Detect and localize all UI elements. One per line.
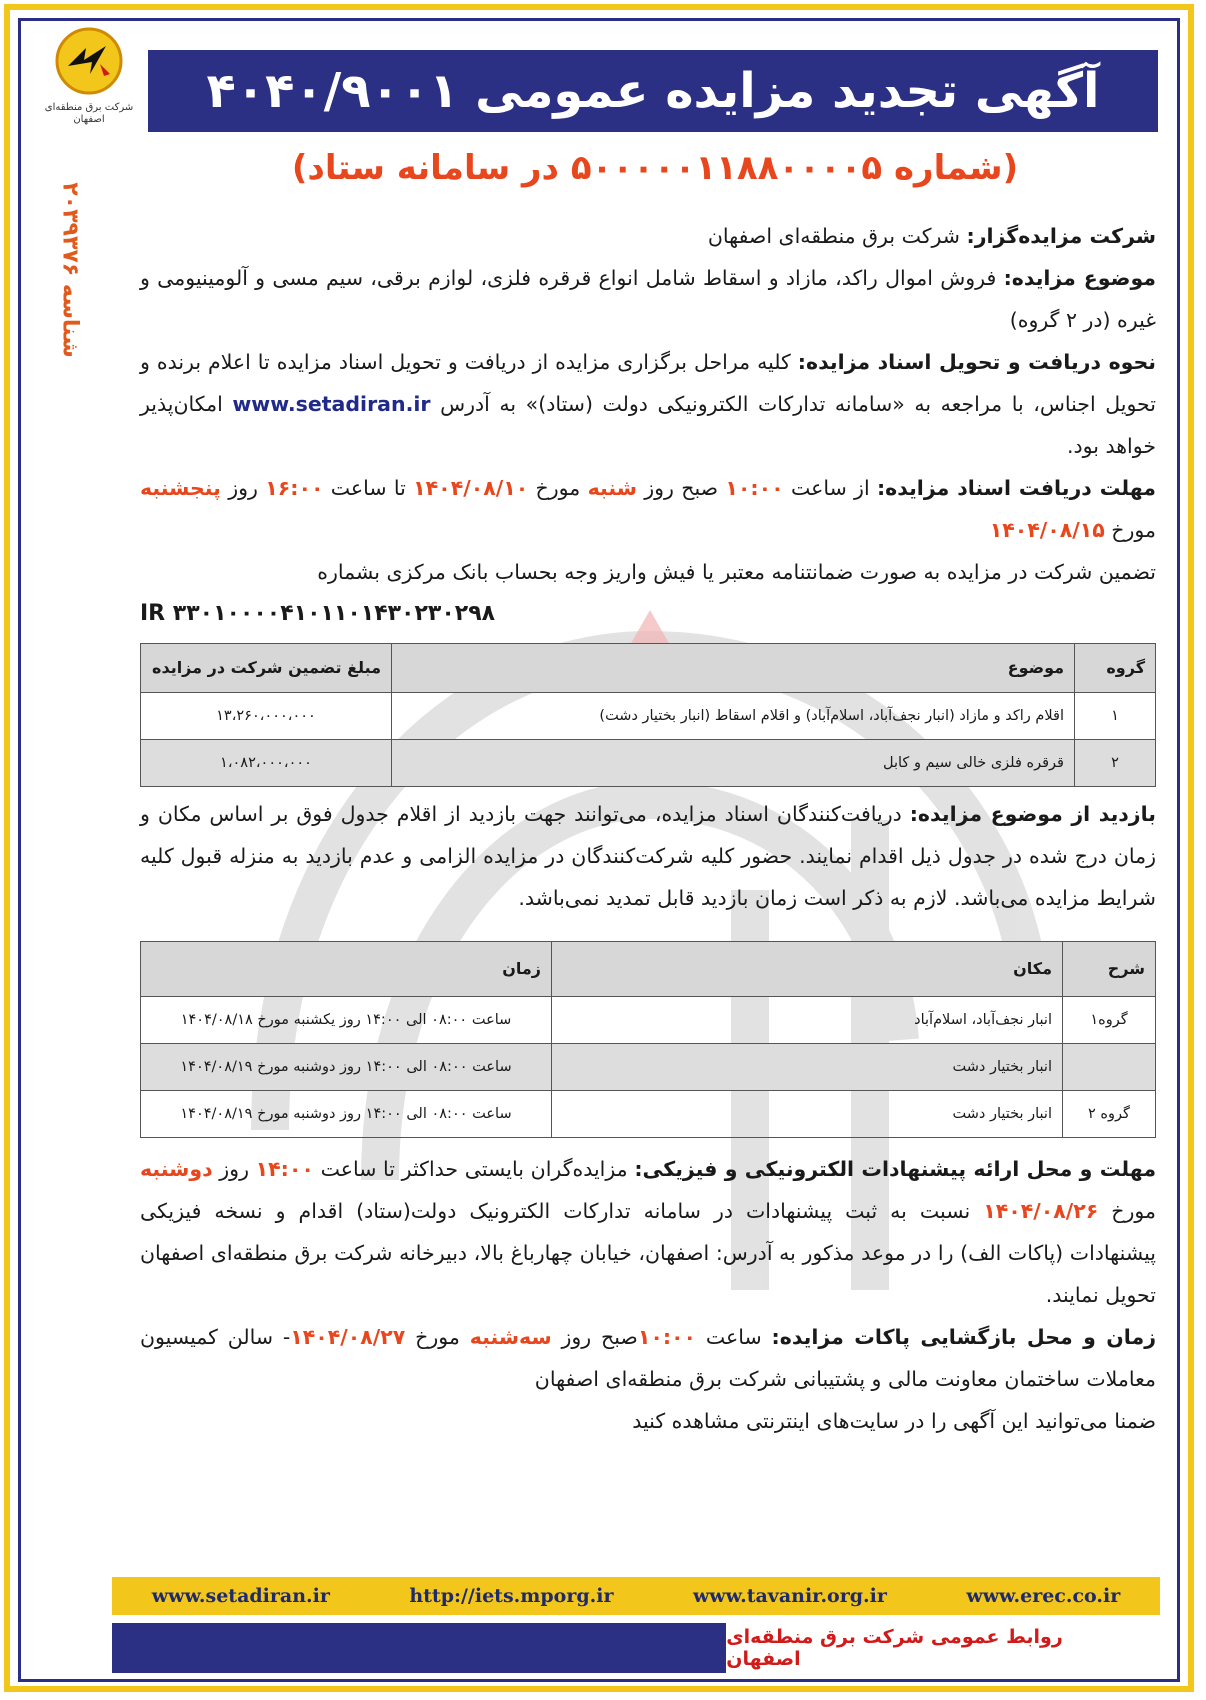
deadline-text-e: روز [220, 476, 266, 500]
groups-table [140, 643, 1156, 787]
offers-label: مهلت و محل ارائه پیشنهادات الکترونیکی و فیزیکی: [634, 1157, 1157, 1181]
groups-table-header [141, 644, 1156, 693]
time-cell: ساعت ۰۸:۰۰ الی ۱۴:۰۰ روز دوشنبه مورخ ۱۴۰۴/۰۸/۱۹ [141, 1091, 552, 1138]
desc-cell: گروه۱ [1063, 997, 1156, 1044]
documents-text: کلیه مراحل برگزاری مزایده از دریافت و تحویل اسناد مزایده تا اعلام برنده و تحویل اجناس، با مراجعه به «سامانه تدارکات الکترونیکی دولت (ستاد)» به آدرس [140, 350, 1156, 416]
guarantee-text: تضمین شرکت در مزایده به صورت ضمانتنامه معتبر یا فیش واریز وجه بحساب بانک مرکزی بشماره [317, 560, 1156, 584]
guarantee-cell: ۱،۰۸۲،۰۰۰،۰۰۰ [141, 740, 392, 787]
subject-text: فروش اموال راکد، مازاد و اسقاط شامل انواع قرقره فلزی، لوازم برقی، سیم مسی و آلومینیومی و غیره (در ۲ گروه) [140, 266, 1156, 332]
visit-col-time: زمان [141, 942, 552, 997]
table-row [141, 693, 1156, 740]
opening-day: سه‌شنبه [469, 1325, 552, 1349]
footer-navy-block [112, 1623, 726, 1673]
visit-paragraph [140, 793, 1156, 919]
opening-text-c: مورخ [405, 1325, 470, 1349]
time-cell: ساعت ۰۸:۰۰ الی ۱۴:۰۰ روز دوشنبه مورخ ۱۴۰۴/۰۸/۱۹ [141, 1044, 552, 1091]
subject-label: موضوع مزایده: [1003, 266, 1156, 290]
table-row [141, 740, 1156, 787]
documents-tail: امکان‌پذیر خواهد بود. [140, 392, 1156, 458]
documents-label: نحوه دریافت و تحویل اسناد مزایده: [797, 350, 1156, 374]
visit-col-place: مکان [552, 942, 1063, 997]
page-subtitle: (شماره ۵۰۰۰۰۰۱۱۸۸۰۰۰۰۵ در سامانه ستاد) [291, 148, 1019, 188]
offers-text-a: مزایده‌گران بایستی حداکثر تا ساعت [313, 1157, 635, 1181]
logo-caption: شرکت برق منطقه‌ای اصفهان [44, 102, 134, 125]
opening-paragraph [140, 1316, 1156, 1400]
place-cell: انبار بختیار دشت [552, 1091, 1063, 1138]
groups-col-group: گروه [1075, 644, 1156, 693]
site-link-setadiran[interactable]: www.setadiran.ir [151, 1585, 330, 1607]
offers-paragraph [140, 1148, 1156, 1316]
deadline-text-f: مورخ [1104, 518, 1156, 542]
organizer-paragraph [140, 215, 1156, 257]
ad-body [140, 215, 1156, 1442]
subtitle-block [150, 140, 1160, 196]
offers-text-b: روز [212, 1157, 256, 1181]
visit-text: دریافت‌کنندگان اسناد مزایده، می‌توانند جهت بازدید از اقلام جدول فوق بر اساس مکان و زمان درج شده در جدول ذیل اقدام نمایند. حضور کلیه شرکت‌کنندگان در مزایده الزامی و عدم بازدید به منزله قبول کلیه شرایط مزایده می‌باشد. لازم به ذکر است زمان بازدید قابل تمدید نمی‌باشد. [140, 802, 1156, 910]
desc-cell: گروه ۲ [1063, 1091, 1156, 1138]
visit-table [140, 941, 1156, 1138]
visit-col-desc: شرح [1063, 942, 1156, 997]
power-company-logo-icon [54, 26, 124, 96]
offers-text-d: نسبت به ثبت پیشنهادات در سامانه تدارکات الکترونیک دولت(ستاد) اقدام و نسخه فیزیکی پیشنهادات (پاکات الف) را در موعد مذکور به آدرس: اصفهان، خیابان چهارباغ بالا، دبیرخانه شرکت برق منطقه‌ای اصفهان تحویل نمایند. [140, 1199, 1156, 1307]
site-link-tavanir[interactable]: www.tavanir.org.ir [692, 1585, 887, 1607]
deadline-text-c: مورخ [528, 476, 588, 500]
page-title: آگهی تجدید مزایده عمومی ۴۰۴۰/۹۰۰۱ [206, 63, 1100, 119]
table-row [141, 997, 1156, 1044]
deadline-start-time: ۱۰:۰۰ [725, 476, 784, 500]
setad-url-link[interactable]: www.setadiran.ir [232, 392, 431, 416]
websites-note-text: ضمنا می‌توانید این آگهی را در سایت‌های اینترنتی مشاهده کنید [632, 1409, 1156, 1433]
opening-text-a: ساعت [696, 1325, 772, 1349]
offers-time: ۱۴:۰۰ [255, 1157, 314, 1181]
groups-col-guarantee: مبلغ تضمین شرکت در مزایده [141, 644, 392, 693]
subject-cell: قرقره فلزی خالی سیم و کابل [392, 740, 1075, 787]
time-cell: ساعت ۰۸:۰۰ الی ۱۴:۰۰ روز یکشنبه مورخ ۱۴۰۴/۰۸/۱۸ [141, 997, 552, 1044]
guarantee-cell: ۱۳،۲۶۰،۰۰۰،۰۰۰ [141, 693, 392, 740]
footer-signature: روابط عمومی شرکت برق منطقه‌ای اصفهان [726, 1626, 1063, 1670]
subject-paragraph [140, 257, 1156, 341]
opening-text-d: - سالن کمیسیون معاملات ساختمان معاونت مالی و پشتیبانی شرکت برق منطقه‌ای اصفهان [140, 1325, 1156, 1391]
deadline-label: مهلت دریافت اسناد مزایده: [876, 476, 1156, 500]
deadline-start-date: ۱۴۰۴/۰۸/۱۰ [413, 476, 529, 500]
organizer-text: شرکت برق منطقه‌ای اصفهان [707, 224, 967, 248]
deadline-text-b: صبح روز [636, 476, 726, 500]
table-row [141, 1091, 1156, 1138]
deadline-end-date: ۱۴۰۴/۰۸/۱۵ [989, 518, 1105, 542]
offers-date: ۱۴۰۴/۰۸/۲۶ [983, 1199, 1099, 1223]
side-id-strip [52, 150, 88, 390]
opening-date: ۱۴۰۴/۰۸/۲۷ [290, 1325, 406, 1349]
deadline-paragraph [140, 467, 1156, 551]
documents-paragraph [140, 341, 1156, 467]
iban-number: IR ۳۳۰۱۰۰۰۰۴۱۰۱۱۰۱۴۳۰۲۳۰۲۹۸ [140, 601, 496, 626]
footer-websites [112, 1577, 1160, 1615]
table-row [141, 1044, 1156, 1091]
websites-note [140, 1400, 1156, 1442]
opening-label: زمان و محل بازگشایی پاکات مزایده: [771, 1325, 1156, 1349]
offers-day: دوشنبه [140, 1157, 213, 1181]
deadline-end-time: ۱۶:۰۰ [265, 476, 324, 500]
groups-col-subject: موضوع [392, 644, 1075, 693]
opening-time: ۱۰:۰۰ [637, 1325, 697, 1349]
organizer-label: شرکت مزایده‌گزار: [966, 224, 1156, 248]
side-id-text: شناسه ۲۰۳۹۳۷۶ [57, 182, 83, 358]
visit-table-header [141, 942, 1156, 997]
deadline-text-a: از ساعت [783, 476, 877, 500]
site-link-iets[interactable]: http://iets.mporg.ir [409, 1585, 614, 1607]
group-cell: ۲ [1075, 740, 1156, 787]
visit-label: بازدید از موضوع مزایده: [909, 802, 1156, 826]
deadline-text-d: تا ساعت [323, 476, 414, 500]
title-banner [148, 50, 1158, 132]
footer-signature-bar [112, 1617, 1160, 1679]
place-cell: انبار بختیار دشت [552, 1044, 1063, 1091]
site-link-erec[interactable]: www.erec.co.ir [966, 1585, 1121, 1607]
desc-cell [1063, 1044, 1156, 1091]
subject-cell: اقلام راکد و مازاد (انبار نجف‌آباد، اسلام‌آباد) و اقلام اسقاط (انبار بختیار دشت) [392, 693, 1075, 740]
deadline-end-day: پنجشنبه [140, 476, 221, 500]
company-logo [30, 26, 148, 142]
deadline-start-day: شنبه [587, 476, 637, 500]
opening-text-b: صبح روز [551, 1325, 638, 1349]
place-cell: انبار نجف‌آباد، اسلام‌آباد [552, 997, 1063, 1044]
guarantee-paragraph [140, 551, 1156, 593]
group-cell: ۱ [1075, 693, 1156, 740]
offers-text-c: مورخ [1098, 1199, 1156, 1223]
